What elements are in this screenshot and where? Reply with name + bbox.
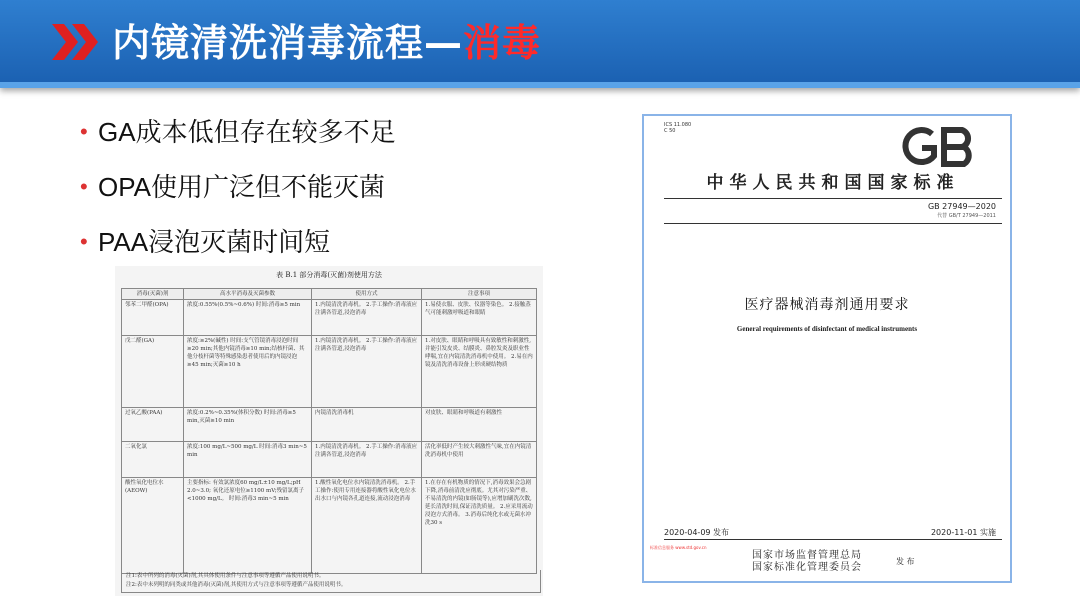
title-bar [0, 0, 1080, 88]
bullet-dot-icon: • [80, 229, 88, 254]
slide-title [112, 14, 541, 72]
table-cell: 1.内镜清洗消毒机。 2.手工操作:消毒液应注满各管道,浸泡消毒 [312, 300, 422, 336]
table-header-cell: 消毒(灭菌)剂 [122, 289, 184, 300]
table-row [122, 300, 537, 336]
table-row [122, 336, 537, 408]
standard-title-cn: 医疗器械消毒剂通用要求 [744, 297, 910, 313]
table-cell: 1.易使衣服、皮肤、仪器等染色。 2.接触蒸气可能刺激呼吸道和眼睛 [422, 300, 537, 336]
table-cell: 1.内镜清洗消毒机。 2.手工操作:消毒液应注满各管道,浸泡消毒 [312, 336, 422, 408]
bullet-text: OPA使用广泛但不能灭菌 [98, 172, 385, 202]
table-row [122, 408, 537, 442]
ccs-number: C 50 [664, 128, 676, 134]
divider [664, 198, 1002, 199]
table-notes [121, 570, 541, 593]
publish-date: 2020-04-09 发布 [664, 528, 730, 537]
bullet-text: GA成本低但存在较多不足 [98, 117, 396, 147]
issuing-authorities [752, 550, 862, 574]
replaces-note: 代替 GB/T 27949—2011 [937, 213, 996, 219]
table-cell: 邻苯二甲醛(OPA) [122, 300, 184, 336]
ics-code [664, 122, 691, 134]
standard-title-en: General requirements of disinfectant of medical instruments [736, 325, 918, 333]
table-cell: 酸性氧化电位水(AEOW) [122, 478, 184, 574]
slide-title-accent: 消毒 [463, 21, 542, 65]
ics-number: ICS 11.080 [664, 122, 692, 128]
gb-logo-icon [902, 126, 986, 168]
table-cell: 1.对皮肤、眼睛和呼吸具有致敏性和刺激性,并能引发皮炎、结膜炎、鼻腔发炎及职业性哮喘,宜在内镜清洗消毒机中使用。 2.易在内镜及清洗消毒设备上形成硬结物质 [422, 336, 537, 408]
bullet-item [80, 112, 396, 167]
table-cell: 浓度:0.2%~0.35%(体积分数) 时间:消毒≥5 min,灭菌≥10 min [184, 408, 312, 442]
table-cell: 浓度:≥2%(碱性) 时间:支气管镜消毒浸泡时间≥20 min;其他内镜消毒≥10 min;结核杆菌、其他分枝杆菌等特殊感染患者使用后的内镜浸泡≥45 min;灭菌≥10 h [184, 336, 312, 408]
issuer-name: 国家标准化管理委员会 [752, 562, 862, 573]
table-note: 注1:表中所列的消毒(灭菌)剂,其具体使用条件与注意事项等遵循产品使用说明书。 [126, 573, 325, 579]
table-cell: 浓度:0.55%(0.5%~0.6%) 时间:消毒≥5 min [184, 300, 312, 336]
bullet-dot-icon: • [80, 174, 88, 199]
bullet-text: PAA浸泡灭菌时间短 [98, 227, 331, 257]
table-header-cell: 注意事项 [422, 289, 537, 300]
bullet-list [80, 112, 396, 277]
table-cell: 活化率低时产生较大刺激性气味,宜在内镜清洗消毒机中使用 [422, 442, 537, 478]
issuer-name: 国家市场监督管理总局 [752, 550, 862, 561]
divider [664, 539, 1002, 540]
chevron-right-icon [52, 24, 98, 60]
divider [664, 223, 1002, 224]
bullet-item [80, 167, 396, 222]
table-cell: 内镜清洗消毒机 [312, 408, 422, 442]
table-cell: 过氧乙酸(PAA) [122, 408, 184, 442]
info-link: 标准信息服务 www.std.gov.cn [650, 545, 707, 550]
table-row [122, 442, 537, 478]
table-cell: 1.在存在有机物质的情况下,消毒效果会急剧下降,消毒前清洗应彻底。尤其对污染严重、不易清洗的内镜(如肠镜等),应增加刷洗次数,延长清洗时间,保证清洗质量。 2.应采用流动浸泡方式消毒。 3.消毒后纯化水或无菌水冲洗30 s [422, 478, 537, 574]
disinfectant-table [121, 288, 537, 574]
table-row [122, 478, 537, 574]
table-cell: 戊二醛(GA) [122, 336, 184, 408]
table-cell: 对皮肤、眼睛和呼吸道有刺激性 [422, 408, 537, 442]
table-cell: 浓度:100 mg/L~500 mg/L 时间:消毒3 min~5 min [184, 442, 312, 478]
table-cell: 1.酸性氧化电位水内镜清洗消毒机。 2.手工操作:使用专用连接器将酸性氧化电位水出水口与内镜各孔道连接,流动浸泡消毒 [312, 478, 422, 574]
table-header-cell: 高水平消毒及灭菌参数 [184, 289, 312, 300]
table-cell: 二氧化氯 [122, 442, 184, 478]
table-header-row [122, 289, 537, 300]
implement-date: 2020-11-01 实施 [930, 528, 996, 537]
gb-standard-cover [642, 114, 1012, 583]
title-bar-underline [0, 82, 1080, 88]
issue-label: 发 布 [896, 557, 915, 566]
country-standard-title: 中华人民共和国国家标准 [706, 173, 960, 193]
table-caption: 表 B.1 部分消毒(灭菌)剂使用方法 [276, 271, 382, 279]
bullet-dot-icon: • [80, 119, 88, 144]
table-cell: 1.内镜清洗消毒机。 2.手工操作:消毒液应注满各管道,浸泡消毒 [312, 442, 422, 478]
standard-number: GB 27949—2020 [927, 202, 996, 211]
table-note: 注2:表中未列明的同类或其他消毒(灭菌)剂,其使用方式与注意事项等遵循产品使用说明书。 [126, 582, 347, 588]
table-cell: 主要指标: 有效氯浓度60 mg/L±10 mg/L;pH 2.0~3.0; 氧化还原电位≥1100 mV;残留氯离子<1000 mg/L。 时间:消毒3 min~5 min [184, 478, 312, 574]
disinfectant-table-image [115, 266, 543, 596]
slide-title-main: 内镜清洗消毒流程— [112, 21, 464, 65]
table-header-cell: 使用方式 [312, 289, 422, 300]
